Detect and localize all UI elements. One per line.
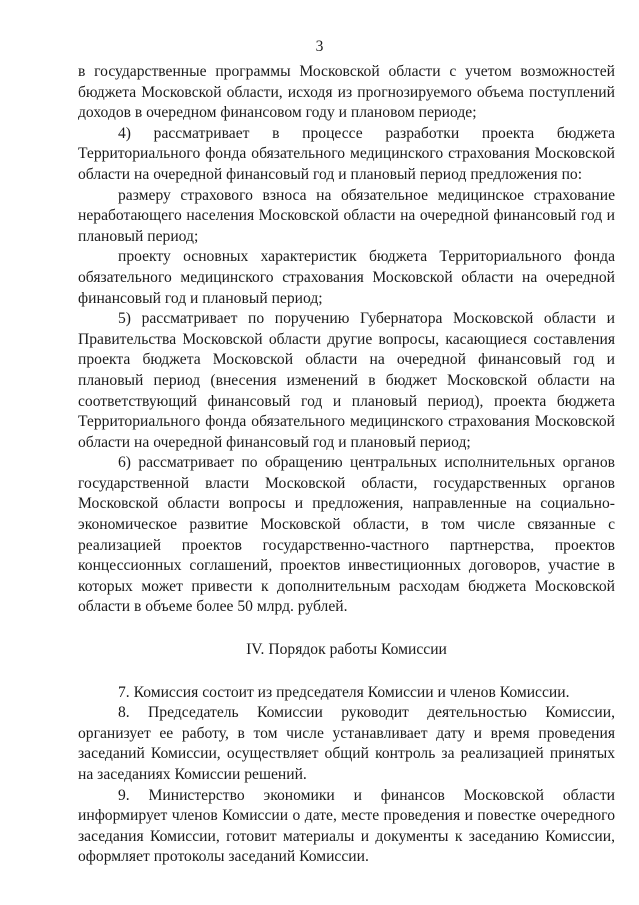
paragraph-item-9: 9. Министерство экономики и финансов Московской области информирует членов Комиссии о дате, месте проведения и повестке очередного заседания Комиссии, готовит материалы и документы к заседанию Комиссии, оформляет протоколы заседаний Комиссии. (78, 786, 615, 866)
section-heading: IV. Порядок работы Комиссии (246, 641, 447, 659)
paragraph-subitem-insurance-fee: размеру страхового взноса на обязательное медицинское страхование неработающего населения Московской области на очередной финансовый год и плановый период; (78, 186, 615, 245)
paragraph-continuation: в государственные программы Московской области с учетом возможностей бюджета Московской области, исходя из прогнозируемого объема поступлений доходов в очередном финансовом году и плановом периоде; (78, 63, 615, 122)
document-body (78, 62, 615, 868)
paragraph-item-5: 5) рассматривает по поручению Губернатора Московской области и Правительства Московской области другие вопросы, касающиеся составления проекта бюджета Московской области на очередной финансовый год и плановый период (внесения изменений в бюджет Московской области на соответствующий финансовый год и плановый период), проекта бюджета Территориального фонда обязательного медицинского страхования Московской области на очередной финансовый год и плановый период; (78, 310, 615, 451)
paragraph-subitem-budget-characteristics: проекту основных характеристик бюджета Территориального фонда обязательного медицинского страхования Московской области на очередной финансовый год и плановый период; (78, 248, 615, 307)
page-number: 3 (315, 38, 324, 55)
paragraph-item-8: 8. Председатель Комиссии руководит деятельностью Комиссии, организует ее работу, в том числе устанавливает дату и время проведения заседаний Комиссии, осуществляет общий контроль за реализацией принятых на заседаниях Комиссии решений. (78, 704, 615, 783)
paragraph-item-6: 6) рассматривает по обращению центральных исполнительных органов государственной власти Московской области, государственных органов Московской области вопросы и предложения, направленные на социально-экономическое развитие Московской области, в том числе связанные с реализацией проектов государственно-частного партнерства, проектов концессионных соглашений, проектов инвестиционных договоров, участие в которых может привести к дополнительным расходам бюджета Московской области в объеме более 50 млрд. рублей. (78, 454, 615, 616)
paragraph-item-4: 4) рассматривает в процессе разработки проекта бюджета Территориального фонда обязательного медицинского страхования Московской области на очередной финансовый год и плановый период предложения по: (78, 124, 615, 183)
paragraph-item-7: 7. Комиссия состоит из председателя Комиссии и членов Комиссии. (118, 683, 570, 701)
